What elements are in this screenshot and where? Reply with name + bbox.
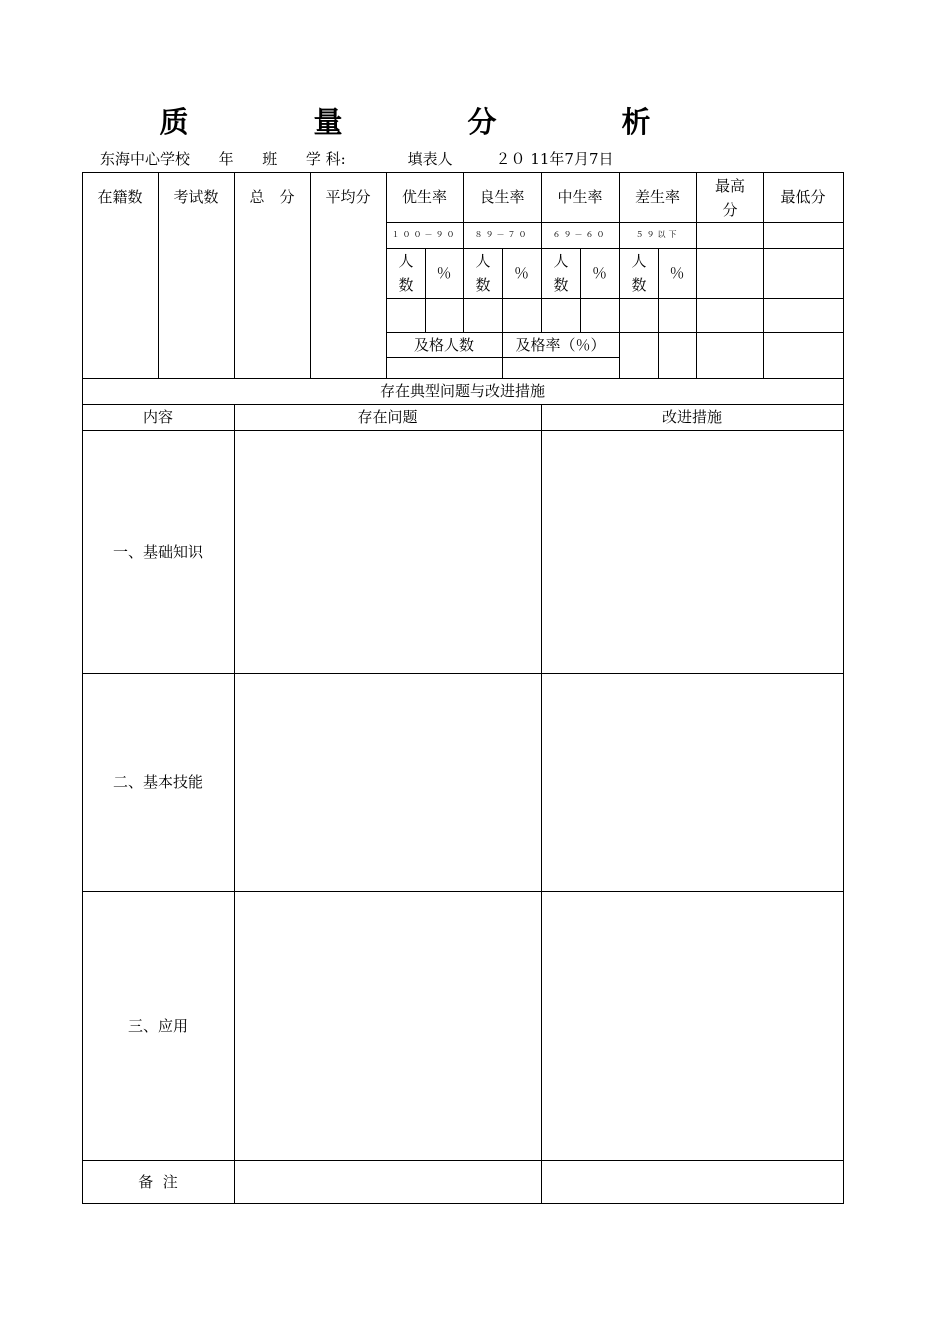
range-good: ８９－７０ [474, 230, 530, 239]
row-label-basic-knowledge: 一、基础知识 [112, 542, 203, 561]
percent-label: ％ [591, 264, 607, 282]
row-label-basic-skills: 二、基本技能 [112, 773, 203, 791]
row-label-application: 三、应用 [127, 1016, 188, 1035]
header-average: 平均分 [325, 188, 371, 206]
header-enrolled: 在籍数 [97, 188, 143, 206]
header-medium-rate: 中生率 [557, 188, 603, 206]
count-label: 人数 [631, 252, 647, 294]
remarks-field[interactable] [234, 1160, 541, 1203]
header-total-score: 总 分 [249, 188, 295, 206]
header-tested: 考试数 [173, 188, 219, 206]
header-excellent-rate: 优生率 [401, 188, 447, 206]
header-poor-rate: 差生率 [634, 188, 680, 206]
range-excellent: １００－９０ [391, 230, 458, 239]
problems-basic-skills-field[interactable] [234, 673, 541, 891]
measures-application-field[interactable] [541, 891, 843, 1160]
analysis-section-title: 存在典型问题与改进措施 [379, 382, 545, 400]
measures-basic-knowledge-field[interactable] [541, 430, 843, 673]
header-highest-score: 最高分 [714, 176, 745, 219]
count-label: 人数 [398, 252, 414, 294]
problems-application-field[interactable] [234, 891, 541, 1160]
percent-label: ％ [513, 264, 529, 282]
pass-rate-label: 及格率（％） [515, 335, 606, 354]
problems-basic-knowledge-field[interactable] [234, 430, 541, 673]
count-label: 人数 [553, 252, 569, 294]
col-measures: 改进措施 [661, 408, 722, 426]
row-label-remarks: 备 注 [138, 1172, 178, 1191]
percent-label: ％ [436, 264, 452, 282]
range-medium: ６９－６０ [552, 230, 608, 239]
range-poor: ５９以下 [635, 230, 680, 239]
info-line: 东海中心学校 年 班 学 科: 填表人 ２０ 11年7月7日 [100, 150, 614, 168]
count-label: 人数 [475, 252, 491, 294]
header-good-rate: 良生率 [479, 188, 525, 206]
col-problems: 存在问题 [357, 408, 418, 426]
header-lowest-score: 最低分 [780, 188, 826, 206]
pass-count-label: 及格人数 [413, 335, 474, 354]
percent-label: ％ [669, 264, 685, 282]
col-content: 内容 [142, 408, 173, 426]
remarks-extra-field[interactable] [541, 1160, 843, 1203]
measures-basic-skills-field[interactable] [541, 673, 843, 891]
page-title: 质 量 分 析 [159, 105, 699, 139]
